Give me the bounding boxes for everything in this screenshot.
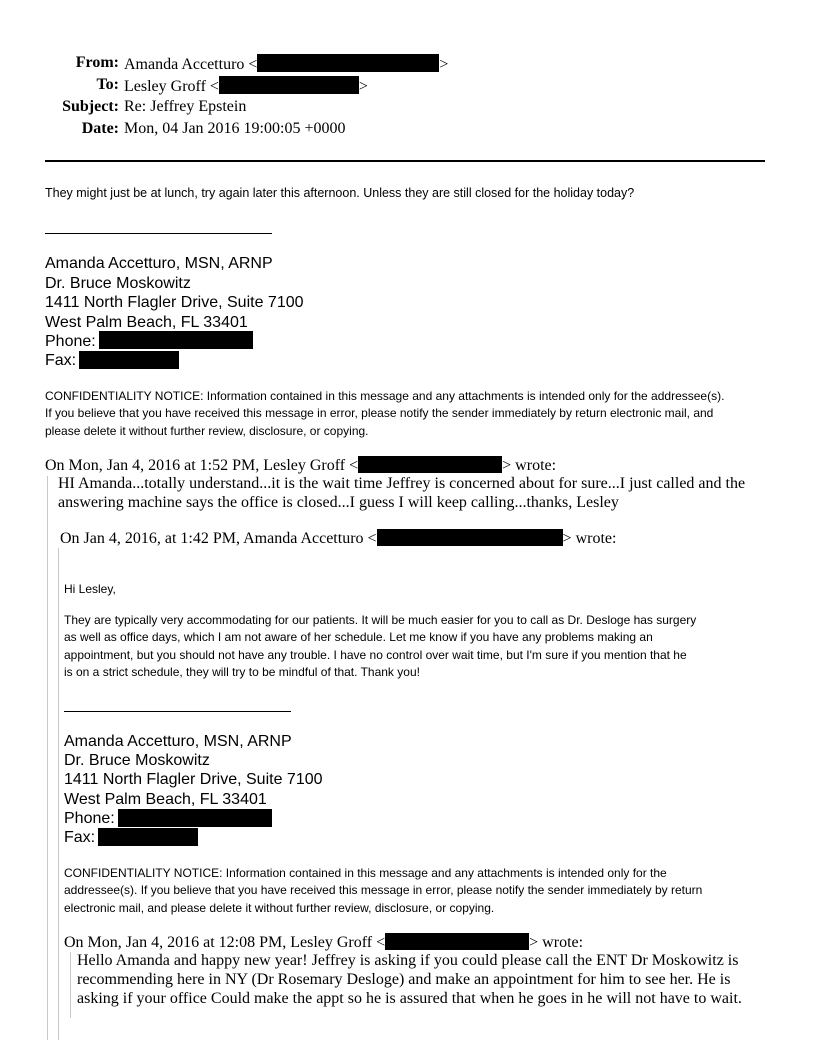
quote1-line: answering machine says the office is closed...I guess I will keep calling...thanks, Lesley xyxy=(58,494,619,511)
notice-line: CONFIDENTIALITY NOTICE: Information contained in this message and any attachments is intended only for the addressee(s). xyxy=(45,389,725,403)
sig-fax-label: Fax: xyxy=(64,829,96,846)
quote2-attribution xyxy=(60,529,616,548)
attribution-text: On Mon, Jan 4, 2016 at 12:08 PM, Lesley Groff < xyxy=(64,934,386,951)
quote-bar xyxy=(58,548,59,1040)
redaction-block xyxy=(79,351,179,369)
to-end: > xyxy=(358,78,368,95)
sig-phone-label: Phone: xyxy=(45,333,96,350)
sig-phone-label: Phone: xyxy=(64,810,115,827)
quote1-attribution xyxy=(45,456,556,475)
redaction-block xyxy=(99,331,253,349)
attribution-text: On Mon, Jan 4, 2016 at 1:52 PM, Lesley Groff < xyxy=(45,457,359,474)
from-label: From: xyxy=(75,54,119,71)
redaction-block xyxy=(358,456,502,473)
date-label: Date: xyxy=(81,120,119,137)
quote2-greeting: Hi Lesley, xyxy=(64,582,116,596)
quote3-line: asking if your office Could make the appt so he is assured that when he goes in he will not have to wait. xyxy=(77,990,742,1007)
quote2-body xyxy=(64,612,696,681)
signature-rule xyxy=(45,233,272,234)
subject-value: Re: Jeffrey Epstein xyxy=(124,98,247,115)
from-row xyxy=(75,54,449,74)
quote3-attribution xyxy=(64,933,583,952)
sig-city: West Palm Beach, FL 33401 xyxy=(45,314,248,331)
subject-row xyxy=(62,98,247,116)
sig-city: West Palm Beach, FL 33401 xyxy=(64,791,267,808)
sig-street: 1411 North Flagler Drive, Suite 7100 xyxy=(45,294,304,311)
header-divider xyxy=(45,160,765,162)
redaction-block xyxy=(385,933,529,950)
subject-label: Subject: xyxy=(62,98,119,115)
date-value: Mon, 04 Jan 2016 19:00:05 +0000 xyxy=(124,120,346,137)
date-row xyxy=(81,120,346,138)
reply-text: They might just be at lunch, try again later this afternoon. Unless they are still closed for the holiday today? xyxy=(45,186,635,200)
quote2-line: They are typically very accommodating for our patients. It will be much easier for you to call as Dr. Desloge has surgery xyxy=(64,613,697,627)
quote1-line: HI Amanda...totally understand...it is the wait time Jeffrey is concerned about for sure...I just called and the xyxy=(58,475,746,492)
to-name: Lesley Groff < xyxy=(124,78,219,95)
from-end: > xyxy=(439,56,449,73)
notice-line: electronic mail, and please delete it without further review, disclosure, or copying. xyxy=(64,900,495,915)
sig-fax-label: Fax: xyxy=(45,352,77,369)
notice-line: If you believe that you have received this message in error, please notify the sender immediately by return electronic mail, and xyxy=(45,406,714,421)
notice-line: addressee(s). If you believe that you have received this message in error, please notify the sender immediately by return xyxy=(64,883,703,898)
notice-line: please delete it without further review, disclosure, or copying. xyxy=(45,423,369,438)
sig-name: Amanda Accetturo, MSN, ARNP xyxy=(45,255,273,272)
notice-line: CONFIDENTIALITY NOTICE: Information contained in this message and any attachments is intended only for the xyxy=(64,866,667,880)
confidentiality-notice xyxy=(45,388,724,440)
sig-phone-row xyxy=(64,809,115,828)
confidentiality-notice xyxy=(64,865,702,917)
quote2-line: appointment, but you should not have any trouble. I have no control over wait time, but I'm sure if you mention that he xyxy=(64,647,687,662)
quote2-line: is on a strict schedule, they will try to be mindful of that. Thank you! xyxy=(64,664,420,679)
sig-name: Amanda Accetturo, MSN, ARNP xyxy=(64,733,292,750)
redaction-block xyxy=(98,828,198,846)
to-label: To: xyxy=(96,76,119,93)
quote3-line: Hello Amanda and happy new year! Jeffrey is asking if you could please call the ENT Dr Moskowitz is xyxy=(77,952,739,969)
sig-practice: Dr. Bruce Moskowitz xyxy=(45,275,191,292)
sig-street: 1411 North Flagler Drive, Suite 7100 xyxy=(64,771,323,788)
quote-bar xyxy=(47,476,48,1040)
attribution-end: > wrote: xyxy=(502,457,557,474)
signature-rule xyxy=(64,711,291,712)
sig-practice: Dr. Bruce Moskowitz xyxy=(64,752,210,769)
attribution-end: > wrote: xyxy=(529,934,584,951)
sig-fax-row xyxy=(45,351,76,370)
sig-phone-row xyxy=(45,332,96,351)
redaction-block xyxy=(377,529,563,546)
attribution-end: > wrote: xyxy=(562,530,617,547)
redaction-block xyxy=(219,76,359,94)
redaction-block xyxy=(118,809,272,827)
sig-fax-row xyxy=(64,828,95,847)
to-row xyxy=(96,76,368,96)
from-name: Amanda Accetturo < xyxy=(124,56,258,73)
quote-bar xyxy=(70,952,71,1018)
attribution-text: On Jan 4, 2016, at 1:42 PM, Amanda Accetturo < xyxy=(60,530,377,547)
quote2-line: as well as office days, which I am not aware of her schedule. Let me know if you have any problems making an xyxy=(64,630,653,645)
redaction-block xyxy=(257,54,439,72)
quote3-line: recommending here in NY (Dr Rosemary Desloge) and make an appointment for him to see her. He is xyxy=(77,971,731,988)
